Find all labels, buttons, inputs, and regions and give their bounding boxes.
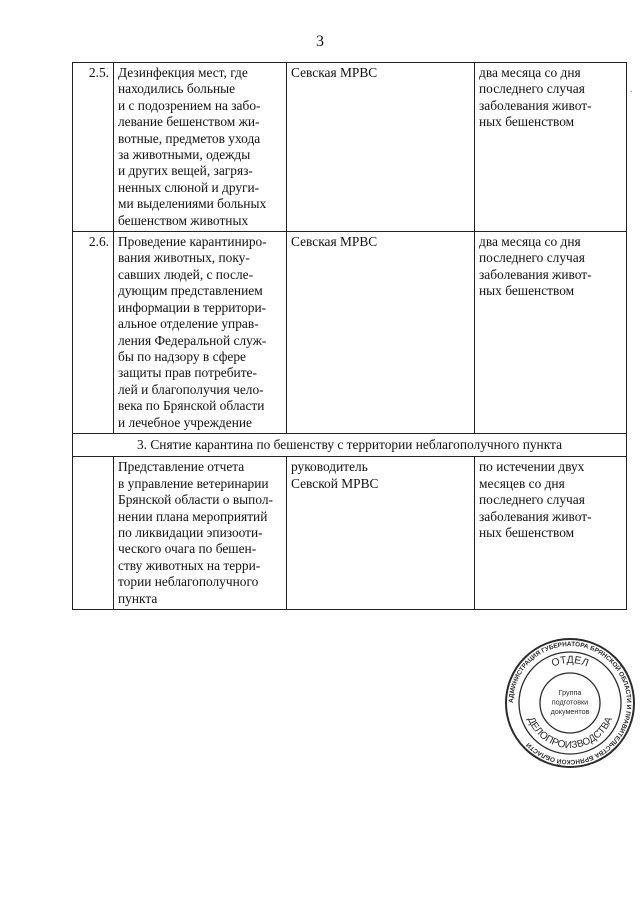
term-cell-line: заболевания живот- xyxy=(479,508,592,524)
row-number: 2.5. xyxy=(73,63,114,232)
stamp-middle-top: ОТДЕЛ xyxy=(549,653,591,670)
action-cell-line: по ликвидации эпизооти- xyxy=(118,524,263,540)
action-cell-line: бы по надзору в сфере xyxy=(118,348,246,364)
term-cell-line: по истечении двух xyxy=(479,459,585,475)
stamp-center-text xyxy=(551,688,590,716)
table-row xyxy=(73,232,627,434)
responsible-cell-line: Севская МРВС xyxy=(291,234,378,250)
term-cell-line: ных бешенством xyxy=(479,283,575,299)
action-cell-line: нении плана мероприятий xyxy=(118,508,268,524)
action-cell-line: за животными, одежды xyxy=(118,147,251,163)
section-row xyxy=(73,433,627,456)
term-cell-line: последнего случая xyxy=(479,81,585,97)
action-cell xyxy=(114,232,287,434)
action-cell-line: ми выделениями больных xyxy=(118,196,267,212)
action-cell-line: ческого очага по бешен- xyxy=(118,541,257,557)
action-cell-line: и лечебное учреждение xyxy=(118,414,252,430)
action-cell-line: и с подозрением на забо- xyxy=(118,97,261,113)
page-number: 3 xyxy=(316,33,324,50)
term-cell-line: ных бешенством xyxy=(479,524,575,540)
action-cell-line: лей и благополучия чело- xyxy=(118,381,264,397)
section-title: 3. Снятие карантина по бешенству с территории неблагополучного пункта xyxy=(73,433,627,456)
stamp-outer-text: АДМИНИСТРАЦИЯ ГУБЕРНАТОРА БРЯНСКОЙ ОБЛАСТИ И ПРАВИТЕЛЬСТВА БРЯНСКОЙ ОБЛАСТИ xyxy=(507,640,633,766)
action-cell xyxy=(114,63,287,232)
action-cell-line: левание бешенством жи- xyxy=(118,114,260,130)
term-cell xyxy=(475,63,627,232)
action-cell-line: информации в территори- xyxy=(118,299,267,315)
term-cell-line: последнего случая xyxy=(479,250,585,266)
responsible-cell-line: руководитель xyxy=(291,459,368,475)
measures-table xyxy=(72,62,627,610)
responsible-cell xyxy=(287,232,475,434)
action-cell-line: тории неблагополучного xyxy=(118,574,259,590)
table-row xyxy=(73,63,627,232)
responsible-cell-line: Севская МРВС xyxy=(291,65,378,80)
action-cell-line: в управление ветеринарии xyxy=(118,475,269,491)
action-cell-line: вотные, предметов ухода xyxy=(118,130,261,146)
action-cell xyxy=(114,457,287,610)
action-cell-line: века по Брянской области xyxy=(118,398,265,414)
action-cell-line: дующим представлением xyxy=(118,283,263,299)
action-cell-line: вания животных, поку- xyxy=(118,250,250,266)
action-cell-line: пункта xyxy=(118,590,158,606)
row-number xyxy=(73,457,114,610)
term-cell-line: заболевания живот- xyxy=(479,266,592,282)
action-cell-line: ству животных на терри- xyxy=(118,557,261,573)
stamp-middle-bottom: ДЕЛОПРОИЗВОДСТВА xyxy=(524,715,616,752)
term-cell-line: ных бешенством xyxy=(479,114,575,130)
svg-text:документов: документов xyxy=(550,707,590,716)
action-cell-line: ления Федеральной служ- xyxy=(118,332,267,348)
action-cell-line: находились больные xyxy=(118,81,236,97)
term-cell-line: месяцев со дня xyxy=(479,475,565,491)
responsible-cell xyxy=(287,457,475,610)
svg-text:подготовки: подготовки xyxy=(551,697,589,707)
term-cell-line: заболевания живот- xyxy=(479,97,592,113)
action-cell-line: Дезинфекция мест, где xyxy=(118,65,248,80)
svg-text:Группа: Группа xyxy=(558,688,582,697)
action-cell-line: Представление отчета xyxy=(118,459,245,475)
action-cell-line: Проведение карантиниро- xyxy=(118,234,267,250)
action-cell-line: ненных слюной и други- xyxy=(118,179,260,195)
action-cell-line: альное отделение управ- xyxy=(118,316,259,332)
row-number: 2.6. xyxy=(73,232,114,434)
action-cell-line: савших людей, с после- xyxy=(118,266,254,282)
term-cell-line: два месяца со дня xyxy=(479,65,581,80)
department-stamp xyxy=(503,636,637,770)
table-row xyxy=(73,457,627,610)
term-cell-line: два месяца со дня xyxy=(479,234,581,250)
term-cell xyxy=(475,457,627,610)
action-cell-line: защиты прав потребите- xyxy=(118,365,257,381)
action-cell-line: бешенством животных xyxy=(118,212,249,228)
action-cell-line: Брянской области о выпол- xyxy=(118,492,273,508)
term-cell-line: последнего случая xyxy=(479,492,585,508)
action-cell-line: и других вещей, загряз- xyxy=(118,163,253,179)
edge-mark: . xyxy=(630,84,633,95)
responsible-cell xyxy=(287,63,475,232)
term-cell xyxy=(475,232,627,434)
responsible-cell-line: Севской МРВС xyxy=(291,475,379,491)
